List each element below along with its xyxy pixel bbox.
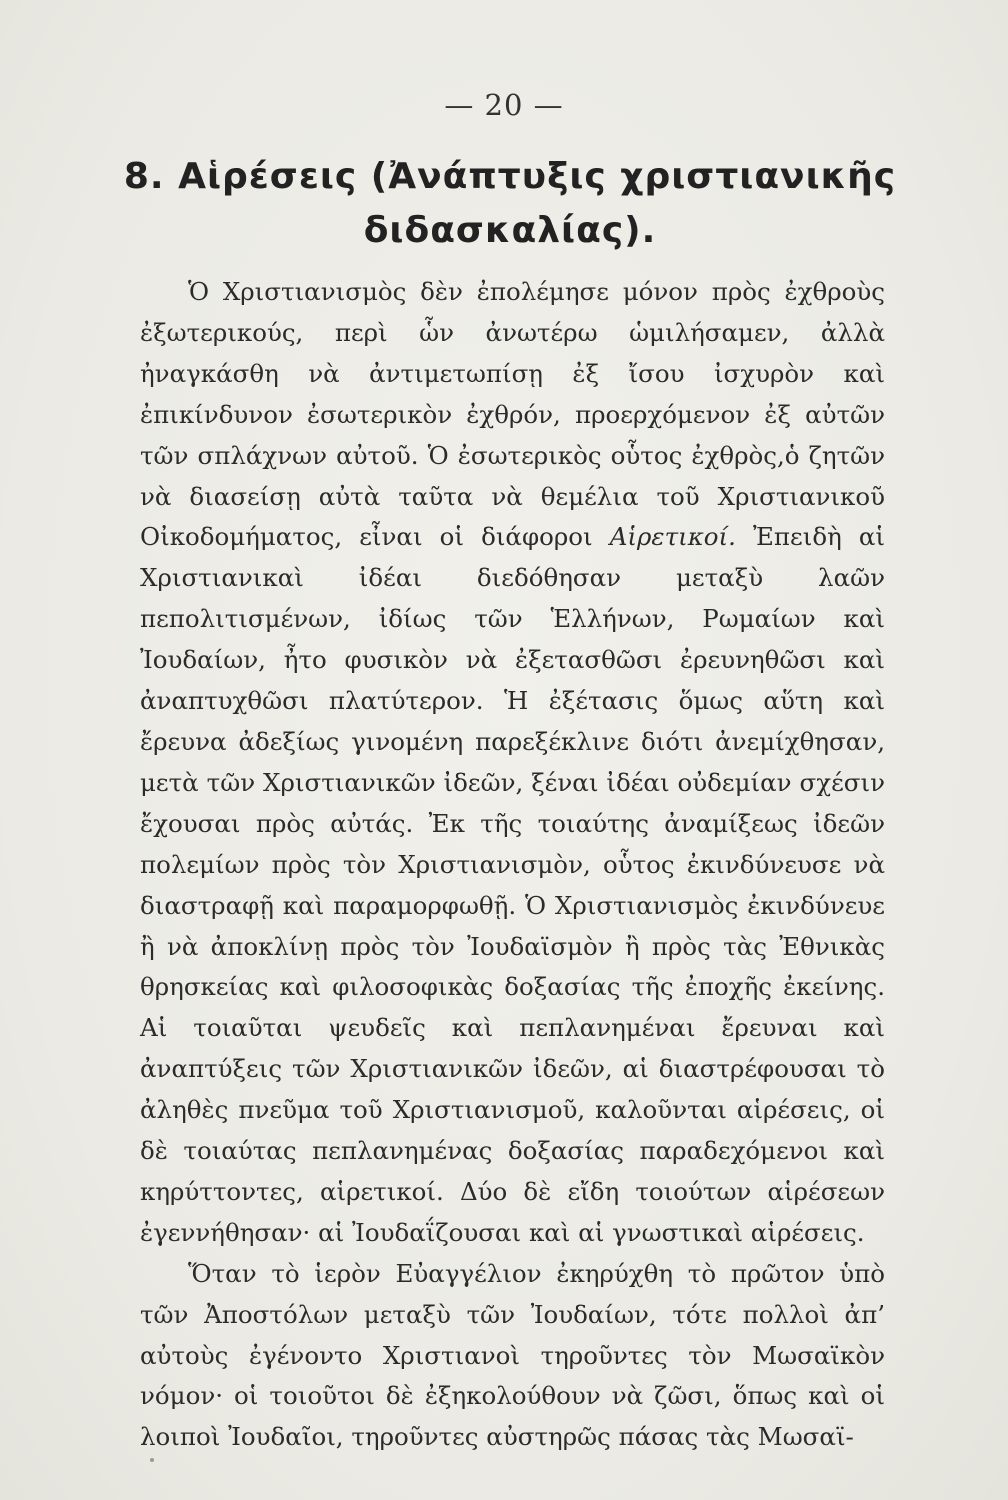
emphasized-term: Αἱρετικοί. (609, 522, 736, 552)
paragraph-judaizing: Ὅταν τὸ ἱερὸν Εὐαγγέλιον ἐκηρύχθη τὸ πρῶτον ὑπὸ τῶν Ἀποστόλων μεταξὺ τῶν Ἰουδαίων, τότε πολλοὶ ἀπ’ αὐτοὺς ἐγένοντο Χριστιανοὶ τηροῦντες τὸν Μωσαϊκὸν νόμον· οἱ τοιοῦτοι δὲ ἐξηκολούθουν νὰ ζῶσι, ὅπως καὶ οἱ λοιποὶ Ἰουδαῖοι, τηροῦντες αὐστηρῶς πάσας τὰς Μωσαϊ- (140, 1258, 885, 1452)
paragraph-text: Ἐπειδὴ αἱ Χριστιανικαὶ ἰδέαι διεδόθησαν μεταξὺ λαῶν πεπολιτισμένων, ἰδίως τῶν Ἑλλήνων, Ρωμαίων καὶ Ἰουδαίων, ἦτο φυσικὸν νὰ ἐξετασθῶσι ἐρευνηθῶσι καὶ ἀναπτυχθῶσι πλατύτερον. Ἡ ἐξέτασις ὅμως αὕτη καὶ ἔρευνα ἀδεξίως γινομένη παρεξέκλινε διότι ἀνεμίχθησαν, μετὰ τῶν Χριστιανικῶν ἰδεῶν, ξέναι ἰδέαι οὐδεμίαν σχέσιν ἔχουσαι πρὸς αὐτάς. Ἐκ τῆς τοιαύτης ἀναμίξεως ἰδεῶν πολεμίων πρὸς τὸν Χριστιανισμὸν, οὗτος ἐκινδύνευσε νὰ διαστραφῇ καὶ παραμορφωθῇ. Ὁ Χριστιανισμὸς ἐκινδύνευε ἢ νὰ ἀποκλίνῃ πρὸς τὸν Ἰουδαϊσμὸν ἢ πρὸς τὰς Ἐθνικὰς θρησκείας καὶ φιλοσοφικὰς δοξασίας τῆς ἐποχῆς ἐκείνης. Αἱ τοιαῦται ψευδεῖς καὶ πεπλανημέναι ἔρευναι καὶ ἀναπτύξεις τῶν Χριστιανικῶν ἰδεῶν, αἱ διαστρέφουσαι τὸ ἀληθὲς πνεῦμα τοῦ Χριστιανισμοῦ, καλοῦνται αἱρέσεις, οἱ δὲ τοιαύτας πεπλανημένας δοξασίας παραδεχόμενοι καὶ κηρύττοντες, αἱρετικοί. Δύο δὲ εἴδη τοιούτων αἱρέσεων ἐγεννήθησαν· αἱ Ἰουδαΐζουσαι καὶ αἱ γνωστικαὶ αἱρέσεις. (140, 522, 885, 1247)
paragraph-text: Ὁ Χριστιανισμὸς δὲν ἐπολέμησε μόνον πρὸς ἐχθροὺς ἐξωτερικούς, περὶ ὧν ἀνωτέρω ὡμιλήσαμεν, ἀλλὰ ἠναγκάσθη νὰ ἀντιμετωπίσῃ ἐξ ἴσου ἰσχυρὸν καὶ ἐπικίνδυνον ἐσωτερικὸν ἐχθρόν, προερχόμενον ἐξ αὐτῶν τῶν σπλάχνων αὐτοῦ. Ὁ ἐσωτερικὸς οὗτος ἐχθρὸς,ὁ ζητῶν νὰ διασείσῃ αὐτὰ ταῦτα νὰ θεμέλια τοῦ Χριστιανικοῦ Οἰκοδομήματος, εἶναι οἱ διάφοροι (140, 277, 885, 552)
section-title: 8. Αἱρέσεις (Ἀνάπτυξις χριστιανικῆς διδασκαλίας). (123, 156, 897, 251)
paragraph-heresies-intro (140, 272, 885, 1254)
page-number: — 20 — (444, 88, 564, 122)
paper-speck (150, 1458, 154, 1462)
body-text (140, 272, 885, 1458)
